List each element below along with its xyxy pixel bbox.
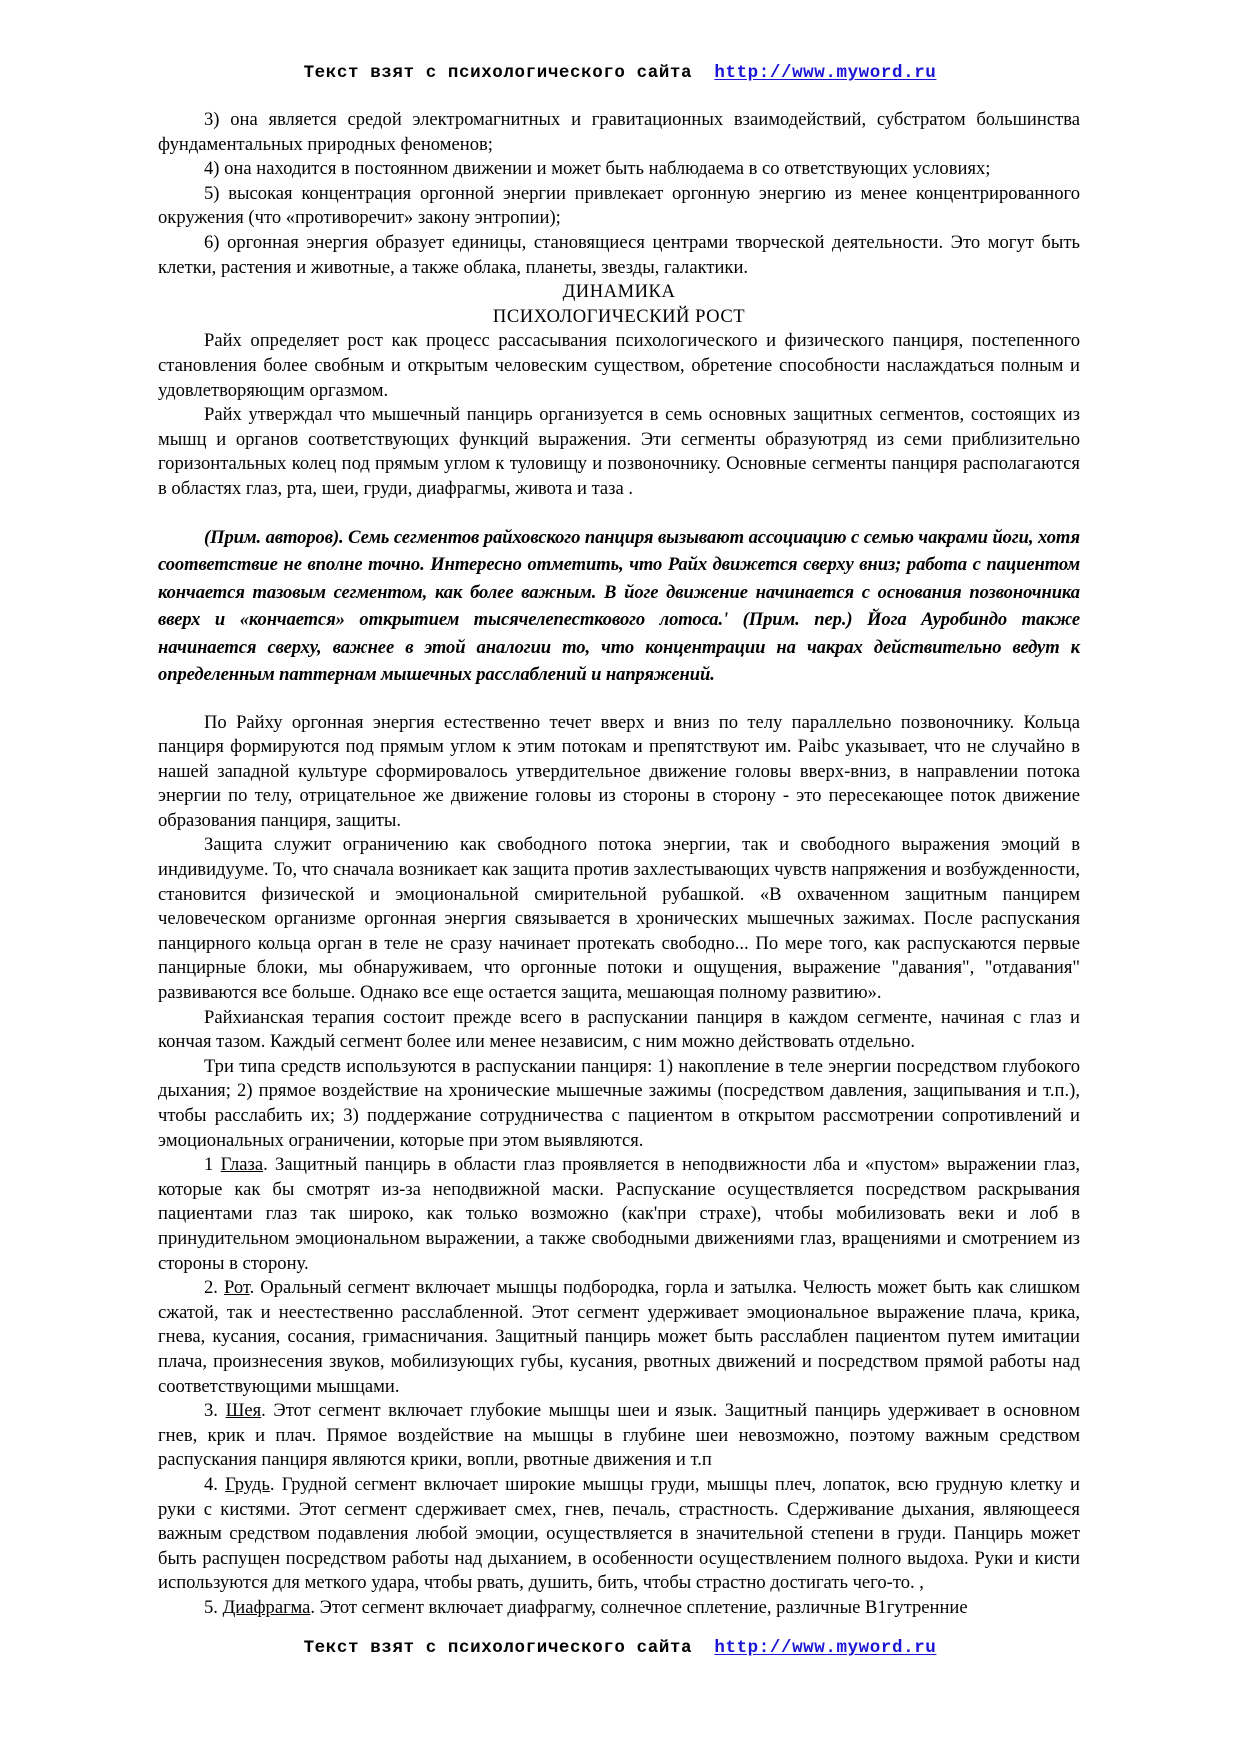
segment-number: 2. [204,1277,218,1299]
paragraph-seven-segments: Райх утверждал что мышечный панцирь организуется в семь основных защитных сегментов, состоящих из мышц и органов соответствующих функций выражения. Эти сегменты образуютряд из семи приблизительно горизонтальных колец под прямым углом к туловищу и позвоночнику. Основные сегменты панциря располагаются в областях глаз, рта, шеи, груди, диафрагмы, живота и таза . [158,404,1080,499]
footer-source-link[interactable]: http://www.myword.ru [714,1638,937,1658]
segment-item-eyes [158,1153,1080,1276]
header-source-label: Текст взят с психологического сайта [303,63,693,83]
segment-term: Рот [223,1277,250,1299]
heading-dynamics: ДИНАМИКА [562,281,676,303]
segment-text: Этот сегмент включает диафрагму, солнечное сплетение, различные В1гутренние [315,1596,968,1618]
segment-term: Шея [225,1400,262,1422]
paragraph-item-5: 5) высокая концентрация оргонной энергии привлекает оргонную энергию из менее концентрированного окружения (что «противоречит» закону энтропии); [158,182,1080,229]
segment-punct: . [261,1400,266,1422]
paragraph-gap-before-note [158,502,1080,524]
paragraph-gap-after-note [158,689,1080,711]
segment-item-diaphragm [158,1596,1080,1621]
segment-term: Глаза [220,1154,264,1176]
paragraph-item-6: 6) оргонная энергия образует единицы, становящиеся центрами творческой деятельности. Это могут быть клетки, растения и животные, а также облака, планеты, звезды, галактики. [158,231,1080,278]
segment-text: Защитный панцирь в области глаз проявляется в неподвижности лба и «пустом» выражении глаз, которые как бы смотрят из-за неподвижной маски. Распускание осуществляется посредством раскрывания пациентами глаз так широко, как только возможно (как'при страхе), чтобы мобилизовать веки и лоб в принудительном эмоциональном выражении, а также свободными движениями глаз, вращениями и смотрением из стороны в сторону. [158,1154,1080,1274]
segment-text: Этот сегмент включает глубокие мышцы шеи и язык. Защитный панцирь удерживает в основном гнев, крик и плач. Прямое воздействие на мышцы в глубине шеи невозможно, поэтому важным средством распускания панциря являются крики, вопли, рвотные движения и т.п [158,1400,1080,1471]
segment-punct: . [310,1596,316,1618]
segment-item-neck [158,1399,1080,1473]
paragraph-defense-function: Защита служит ограничению как свободного потока энергии, так и свободного выражения эмоций в индивидууме. То, что сначала возникает как защита против захлестывающих чувств напряжения и возбужденности, становится физической и эмоциональной смирительной рубашкой. «В охваченном защитным панцирем человеческом организме оргонная энергия связывается в хронических мышечных зажимах. После распускания панцирного кольца орган в теле не сразу начинает протекать свободно... По мере того, как распускаются первые панцирные блоки, мы обнаруживаем, что оргонные потоки и ощущения, выражение "давания", "отдавания" развиваются все больше. Однако все еще остается защита, мешающая полному развитию». [158,834,1080,1004]
segment-number: 4. [204,1473,218,1495]
page-header-runner [0,63,1240,83]
segment-item-mouth [158,1276,1080,1399]
paragraph-energy-flow: По Райху оргонная энергия естественно течет вверх и вниз по телу параллельно позвоночнику. Кольца панциря формируются под прямым углом к этим потокам и препятствуют им. Paibc указывает, что не случайно в нашей западной культуре сформировалось утвердительное движение головы вверх-вниз, в направлении потока энергии по телу, отрицательное же движение головы из стороны в сторону - это пересекающее поток движение образования панциря, защиты. [158,711,1080,831]
segment-punct: . [269,1473,275,1495]
segment-term: Грудь [225,1473,270,1495]
segment-punct: . [263,1154,268,1176]
paragraph-item-3: 3) она является средой электромагнитных и гравитационных взаимодействий, субстратом большинства фундаментальных природных феноменов; [158,109,1080,155]
paragraph-three-means: Три типа средств используются в распускании панциря: 1) накопление в теле энергии посредством глубокого дыхания; 2) прямое воздействие на хронические мышечные зажимы (посредством давления, защипывания и т.п.), чтобы расслабить их; 3) поддержание сотрудничества с пациентом в открытом рассмотрении сопротивлений и эмоциональных ограничении, которые при этом выявляются. [158,1055,1080,1151]
segment-item-chest [158,1473,1080,1596]
page-footer-runner [0,1638,1240,1658]
paragraph-authors-note: (Прим. авторов). Семь сегментов райховского панциря вызывают ассоциацию с семью чакрами йоги, хотя соответствие не вполне точно. Интересно отметить, что Райх движется сверху вниз; работа с пациентом кончается тазовым сегментом, как более важным. В йоге движение начинается с основания позвоночника вверх и «кончается» открытием тысячелепесткового лотоса.' (Прим. пер.) Йога Ауробиндо также начинается сверху, важнее в этой аналогии то, что концентрации на чакрах действительно ведут к определенным паттернам мышечных расслаблений и напряжений. [158,526,1080,685]
segment-number: 5. [204,1596,218,1618]
segment-text: Грудной сегмент включает широкие мышцы груди, мышцы плеч, лопаток, всю грудную клетку и руки с кистями. Этот сегмент сдерживает смех, гнев, печаль, страстность. Сдерживание дыхания, являющееся важным средством подавления любой эмоции, осуществляется в значительной степени в груди. Панцирь может быть распущен посредством работы над дыханием, в особенности осуществлением полного выдоха. Руки и кисти используются для меткого удара, чтобы рвать, душить, бить, чтобы страстно достигать чего-то. , [158,1473,1080,1594]
segment-number: 1 [204,1154,214,1176]
footer-source-label: Текст взят с психологического сайта [303,1638,693,1658]
segment-term: Диафрагма [222,1596,311,1618]
paragraph-growth-definition: Райх определяет рост как процесс рассасывания психологического и физического панциря, постепенного становления более свобным и открытым человеским существом, обретение способности наслаждаться полным и удовлетворяющим оргазмом. [158,330,1080,401]
heading-psychological-growth: ПСИХОЛОГИЧЕСКИЙ РОСТ [492,305,746,327]
segment-number: 3. [204,1400,218,1422]
paragraph-item-4: 4) она находится в постоянном движении и может быть наблюдаема в со ответствующих условиях; [204,158,991,180]
segment-punct: . [249,1277,255,1299]
paragraph-reichian-therapy: Райхианская терапия состоит прежде всего в распускании панциря в каждом сегменте, начиная с глаз и кончая тазом. Каждый сегмент более или менее независим, с ним можно действовать отдельно. [158,1006,1080,1053]
document-body [158,108,1080,1620]
header-source-link[interactable]: http://www.myword.ru [714,63,937,83]
segment-text: Оральный сегмент включает мышцы подбородка, горла и затылка. Челюсть может быть как слишком сжатой, так и неестественно расслабленной. Этот сегмент удерживает эмоциональное выражение плача, крика, гнева, кусания, сосания, гримасничания. Защитный панцирь может быть расслаблен пациентом путем имитации плача, произнесения звуков, мобилизующих губы, кусания, рвотных движений и посредством прямой работы над соответствующими мышцами. [158,1277,1081,1397]
